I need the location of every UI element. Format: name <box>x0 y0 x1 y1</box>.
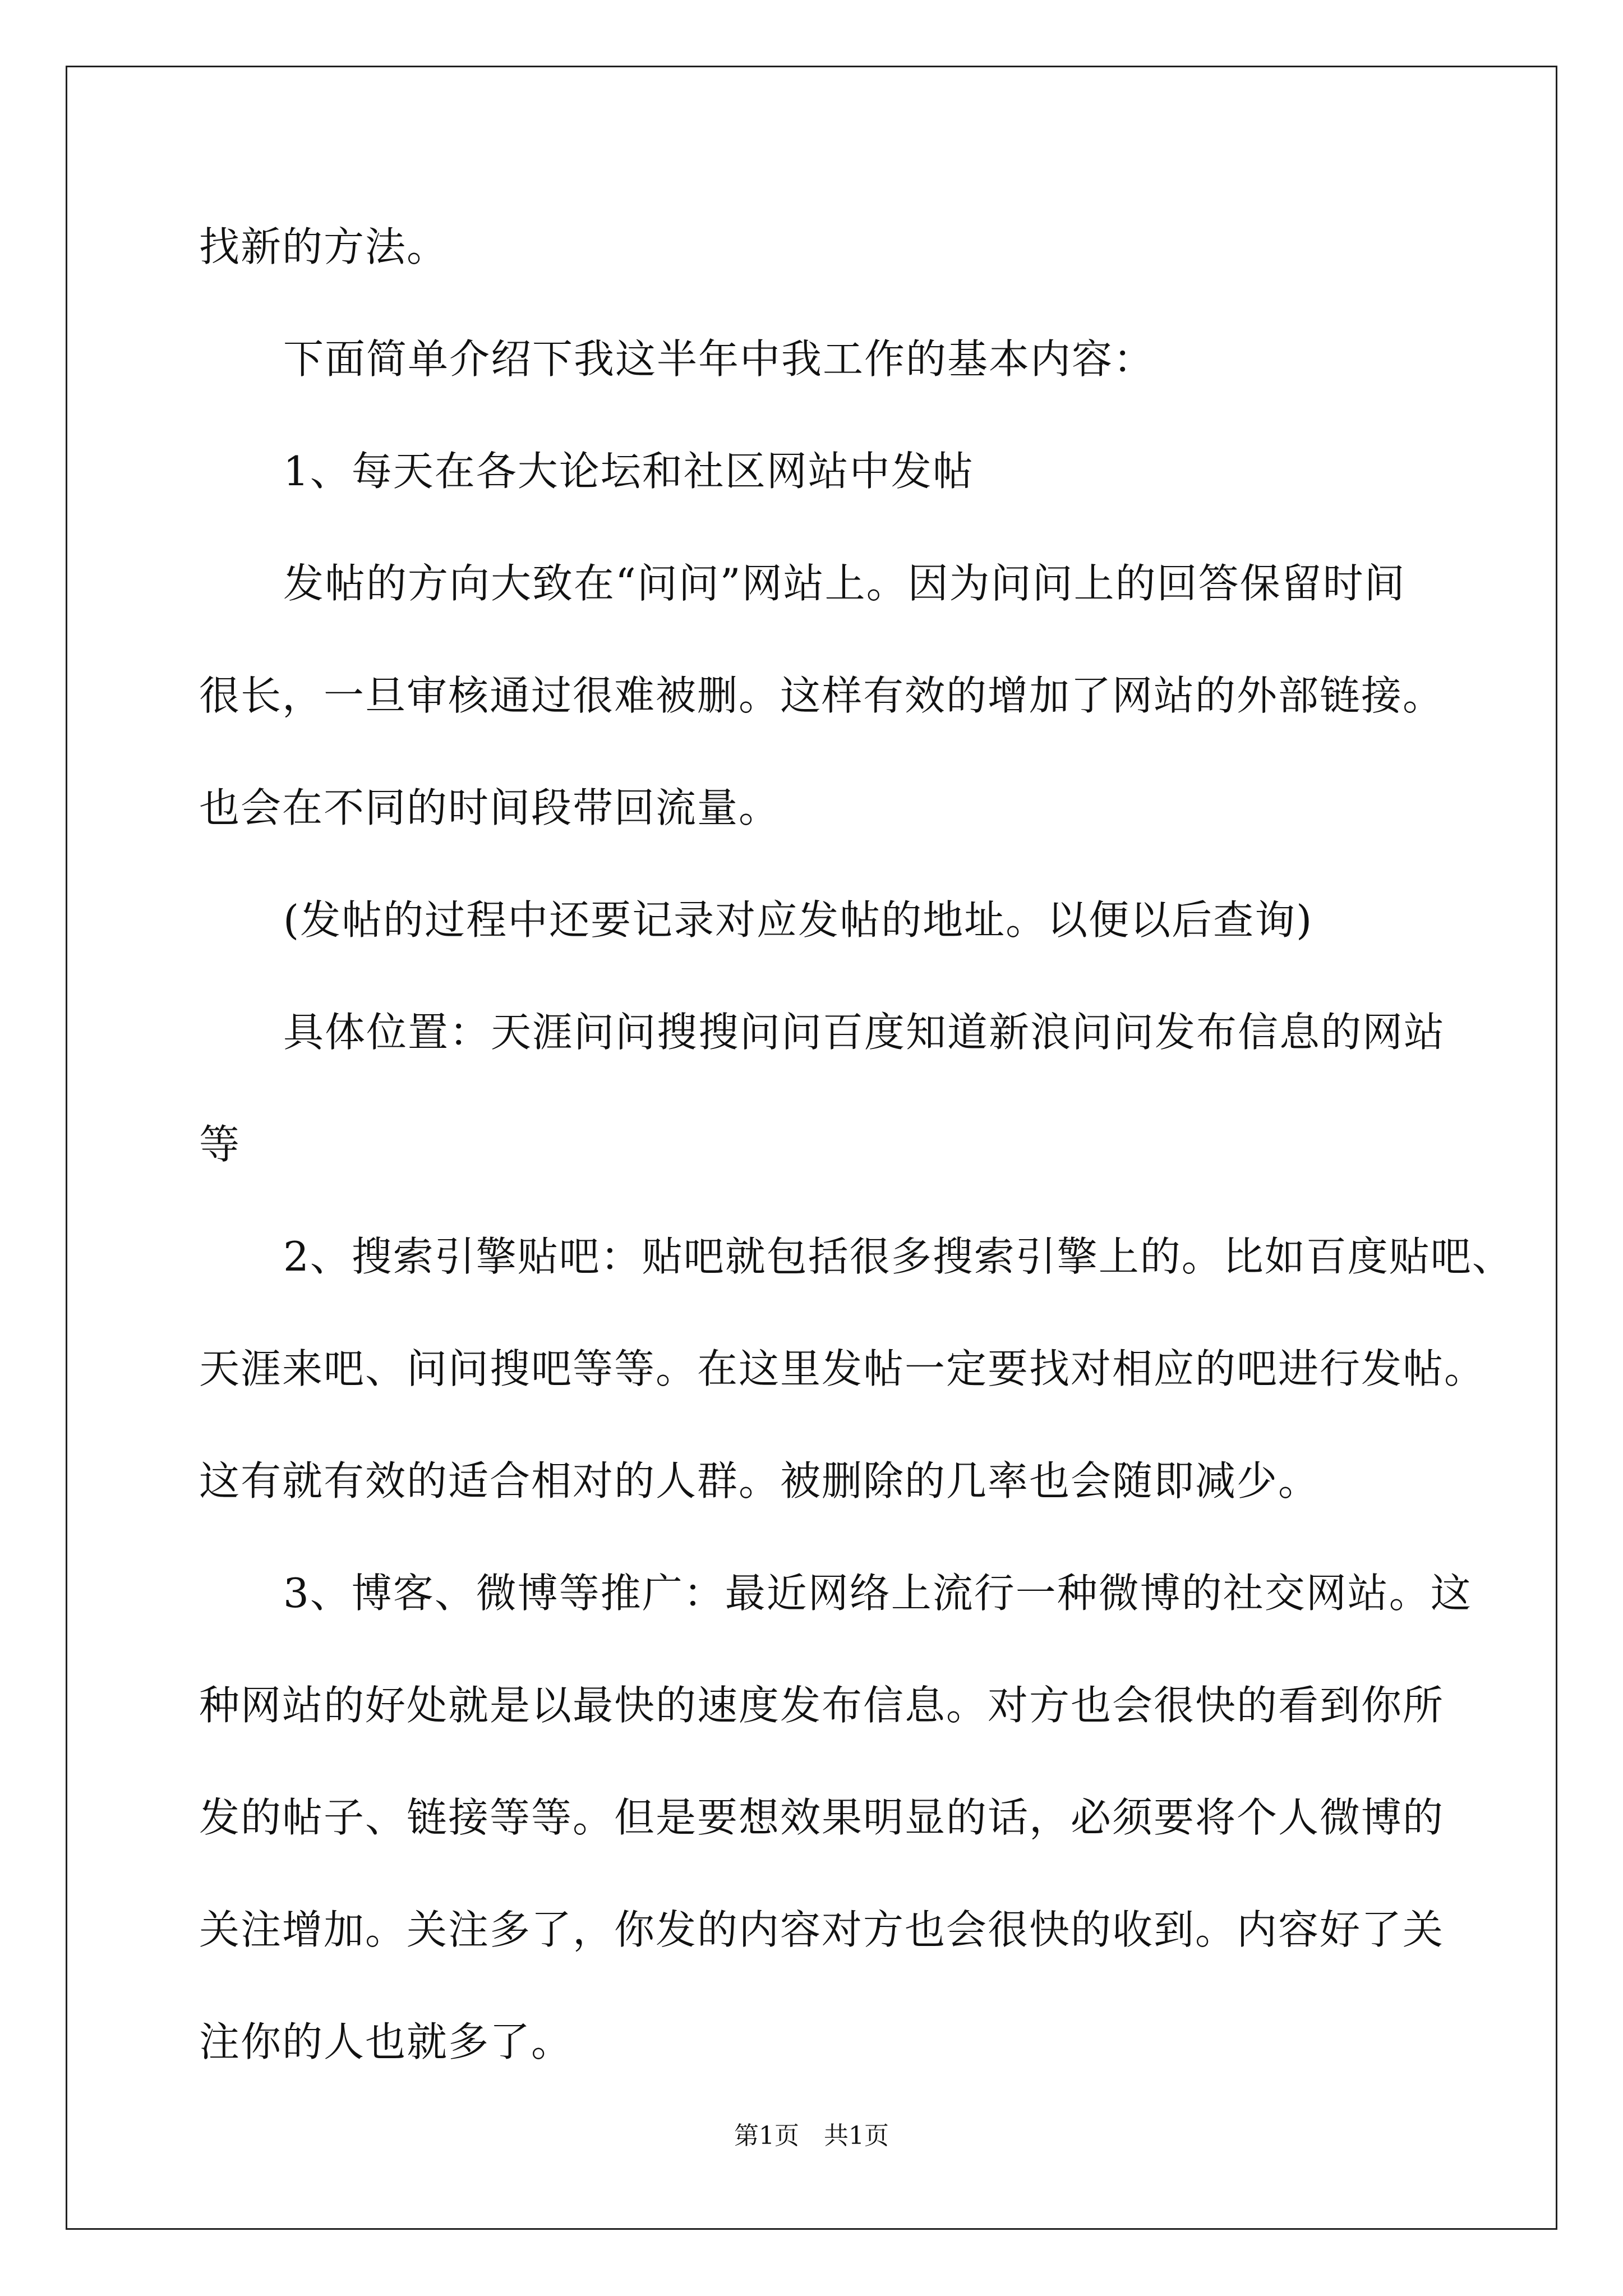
text-line-3: 1、每天在各大论坛和社区网站中发帖 <box>283 448 974 495</box>
text-line-1: 找新的方法。 <box>199 223 449 270</box>
text-line-8: 具体位置：天涯问问搜搜问问百度知道新浪问问发布信息的网站 <box>283 1009 1446 1056</box>
text-line-13: 3、博客、微博等推广：最近网络上流行一种微博的社交网站。这 <box>283 1570 1472 1617</box>
text-line-17: 注你的人也就多了。 <box>199 2018 573 2065</box>
text-line-16: 关注增加。关注多了，你发的内容对方也会很快的收到。内容好了关 <box>199 1906 1445 1953</box>
text-line-7: (发帖的过程中还要记录对应发帖的地址。以便以后查询) <box>283 896 1313 944</box>
text-line-14: 种网站的好处就是以最快的速度发布信息。对方也会很快的看到你所 <box>199 1682 1445 1729</box>
text-line-11: 天涯来吧、问问搜吧等等。在这里发帖一定要找对相应的吧进行发帖。 <box>199 1345 1486 1392</box>
text-line-10: 2、搜索引擎贴吧：贴吧就包括很多搜索引擎上的。比如百度贴吧、 <box>283 1233 1514 1280</box>
page-number-footer: 第1页 共1页 <box>734 2122 889 2150</box>
text-line-6: 也会在不同的时间段带回流量。 <box>199 784 781 831</box>
text-line-12: 这有就有效的适合相对的人群。被删除的几率也会随即减少。 <box>199 1457 1320 1504</box>
text-line-15: 发的帖子、链接等等。但是要想效果明显的话，必须要将个人微博的 <box>199 1794 1445 1841</box>
text-line-4: 发帖的方向大致在“问问”网站上。因为问问上的回答保留时间 <box>283 560 1406 607</box>
text-line-5: 很长，一旦审核通过很难被删。这样有效的增加了网站的外部链接。 <box>199 672 1445 719</box>
text-line-2: 下面简单介绍下我这半年中我工作的基本内容： <box>283 335 1155 383</box>
text-line-9: 等 <box>199 1121 241 1168</box>
